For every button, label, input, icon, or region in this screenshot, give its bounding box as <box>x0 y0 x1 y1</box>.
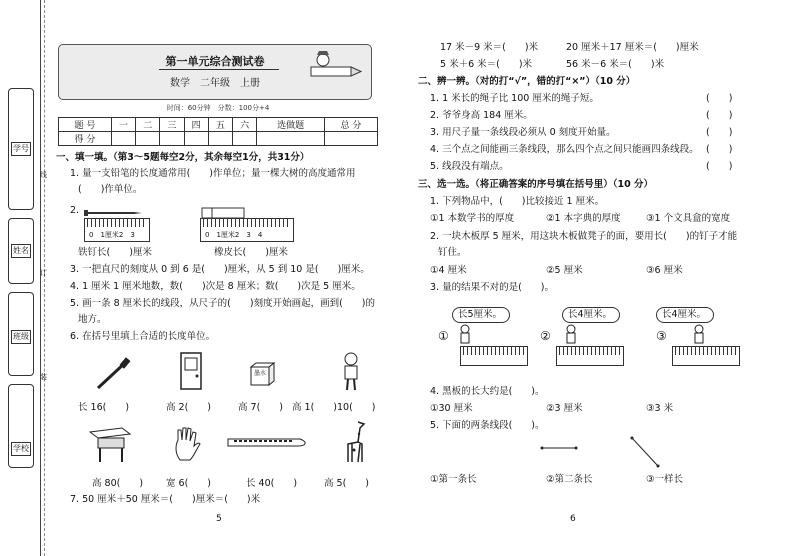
field-school: 学校 <box>11 442 31 456</box>
tf-answer-5[interactable]: ( ) <box>706 161 733 172</box>
tf-item-1: 1. 1 米长的绳子比 100 厘米的绳子短。 <box>430 93 599 104</box>
question-4: 4. 1 厘米 1 厘米地数，数( )次是 8 厘米；数( )次是 5 厘米。 <box>70 281 361 292</box>
child-icon <box>340 352 362 392</box>
score-cell[interactable] <box>208 132 232 146</box>
q6-answer-desk: 高 80( ) <box>92 478 144 489</box>
question-5a: 5. 画一条 8 厘米长的线段，从尺子的( )刻度开始画起，画到( )的 <box>70 298 375 309</box>
choice-2a: 2. 一块木板厚 5 厘米，用这块木板做凳子的面，要用长( )的钉子才能 <box>430 231 738 242</box>
tf-item-5: 5. 线段没有端点。 <box>430 161 509 172</box>
question-5b: 地方。 <box>78 314 107 325</box>
pencil-mascot-icon <box>303 51 363 91</box>
choice-3: 3. 量的结果不对的是( )。 <box>430 282 554 293</box>
table-header-cell: 六 <box>233 118 257 132</box>
choice-2-opt-2[interactable]: ②5 厘米 <box>546 265 583 276</box>
ruler-nail <box>84 218 150 242</box>
choice-4-opt-3[interactable]: ③3 米 <box>646 403 674 414</box>
choice-2-opt-3[interactable]: ③6 厘米 <box>646 265 683 276</box>
mark-bind: 装 <box>40 373 47 381</box>
child-icon <box>458 324 472 344</box>
title-banner <box>58 44 372 100</box>
q6-answer-door: 高 2( ) <box>166 402 211 413</box>
child-icon <box>564 324 578 344</box>
table-header-cell: 二 <box>136 118 160 132</box>
calc-2a: 5 米＋6 米＝( )米 <box>440 59 533 70</box>
binding-strip <box>0 0 46 556</box>
choice-5-opt-1[interactable]: ①第一条长 <box>430 474 477 485</box>
table-header-cell: 五 <box>208 118 232 132</box>
q6-answer-length: 长 16( ) <box>78 402 130 413</box>
bubble-text-2: 长4厘米。 <box>568 309 613 320</box>
bubble-text-1: 长5厘米。 <box>458 309 503 320</box>
choice-1-opt-2[interactable]: ②1 本字典的厚度 <box>546 213 621 224</box>
section-1-heading: 一、填一填。（第3～5题每空2分，其余每空1分，共31分） <box>56 152 310 163</box>
mark-order: 订 <box>40 269 47 277</box>
binding-dash <box>44 0 45 556</box>
hand-icon <box>172 426 202 462</box>
choice-2b: 钉住。 <box>438 247 467 258</box>
score-cell[interactable] <box>184 132 208 146</box>
score-cell[interactable] <box>324 132 377 146</box>
score-row-label: 得 分 <box>59 132 112 146</box>
table-header-cell: 三 <box>160 118 184 132</box>
choice-5-opt-2[interactable]: ②第二条长 <box>546 474 593 485</box>
ruler-ticks <box>203 219 291 227</box>
field-student-id: 学号 <box>11 142 31 156</box>
line-segments-figure <box>540 432 680 472</box>
ruler-numbers: 0 1厘米2 3 <box>89 231 135 239</box>
table-header-cell: 四 <box>184 118 208 132</box>
choice-2-opt-1[interactable]: ①4 厘米 <box>430 265 467 276</box>
calc-2b: 56 米－6 米＝( )米 <box>566 59 665 70</box>
q6-answer-giraffe: 高 5( ) <box>324 478 369 489</box>
table-row <box>59 132 378 146</box>
tf-answer-4[interactable]: ( ) <box>706 144 733 155</box>
score-cell[interactable] <box>136 132 160 146</box>
ruler-numbers: 0 1厘米2 3 4 <box>205 231 263 239</box>
score-cell[interactable] <box>233 132 257 146</box>
choice-3-ruler-1 <box>460 346 528 366</box>
ruler-ticks <box>463 347 525 355</box>
choice-5-opt-3[interactable]: ③一样长 <box>646 474 684 485</box>
tf-item-3: 3. 用尺子量一条线段必须从 0 刻度开始量。 <box>430 127 616 138</box>
child-icon <box>692 324 706 344</box>
bubble-text-3: 长4厘米。 <box>662 309 707 320</box>
tf-item-2: 2. 爷爷身高 184 厘米。 <box>430 110 533 121</box>
score-table <box>58 117 378 146</box>
score-cell[interactable] <box>160 132 184 146</box>
door-icon <box>180 352 204 392</box>
ruler-ticks <box>87 219 147 227</box>
field-class: 班级 <box>11 330 31 344</box>
score-cell[interactable] <box>111 132 135 146</box>
choice-3-label-2: ② <box>540 329 551 343</box>
q6-answer-child: 高 1( )10( ) <box>292 402 376 413</box>
table-header-cell: 总 分 <box>324 118 377 132</box>
question-2a: 铁钉长( )厘米 <box>78 247 152 258</box>
q6-answer-train: 长 40( ) <box>246 478 298 489</box>
tf-item-4: 4. 三个点之间能画三条线段，那么四个点之间只能画四条线段。 <box>430 144 699 155</box>
table-header-cell: 选做题 <box>257 118 325 132</box>
choice-3-ruler-2 <box>556 346 624 366</box>
desk-icon <box>88 424 132 464</box>
page-title: 第一单元综合测试卷 <box>165 55 265 68</box>
question-1b: ( )作单位。 <box>78 184 143 195</box>
ruler-ticks <box>675 347 737 355</box>
question-6: 6. 在括号里填上合适的长度单位。 <box>70 331 216 342</box>
ruler-eraser <box>200 218 294 242</box>
section-3-heading: 三、选一选。（将正确答案的序号填在括号里）（10 分） <box>418 179 654 190</box>
tf-answer-3[interactable]: ( ) <box>706 127 733 138</box>
exam-meta: 时间：60分钟 分数：100分+4 <box>166 104 270 112</box>
page-subtitle: 数学 二年级 上册 <box>170 78 260 89</box>
table-header-cell: 一 <box>111 118 135 132</box>
binding-line <box>40 0 41 556</box>
toothbrush-icon <box>96 358 132 390</box>
tf-answer-1[interactable]: ( ) <box>706 93 733 104</box>
train-icon <box>226 436 310 450</box>
giraffe-icon <box>342 420 368 464</box>
choice-1-opt-3[interactable]: ③1 个文具盒的宽度 <box>646 213 731 224</box>
title-rule <box>159 69 279 70</box>
choice-4-opt-1[interactable]: ①30 厘米 <box>430 403 473 414</box>
question-7: 7. 50 厘米＋50 厘米＝( )厘米＝( )米 <box>70 494 261 505</box>
tf-answer-2[interactable]: ( ) <box>706 110 733 121</box>
question-2b: 橡皮长( )厘米 <box>214 247 288 258</box>
choice-1: 1. 下列物品中，( )比较接近 1 厘米。 <box>430 196 605 207</box>
choice-3-label-3: ③ <box>656 329 667 343</box>
q6-answer-box: 高 7( ) <box>238 402 283 413</box>
q6-answer-hand: 宽 6( ) <box>166 478 211 489</box>
page-number-right: 6 <box>570 514 576 524</box>
calc-1b: 20 厘米＋17 厘米＝( )厘米 <box>566 42 699 53</box>
nail-icon <box>84 208 146 218</box>
choice-5: 5. 下面的两条线段( )。 <box>430 420 545 431</box>
choice-3-ruler-3 <box>672 346 740 366</box>
question-2: 2. <box>70 205 80 216</box>
table-row <box>59 118 378 132</box>
choice-1-opt-1[interactable]: ①1 本数学书的厚度 <box>430 213 515 224</box>
score-cell[interactable] <box>257 132 325 146</box>
calc-1a: 17 米－9 米＝( )米 <box>440 42 539 53</box>
section-2-heading: 二、辨一辨。（对的打“√”，错的打“×”）（10 分） <box>418 76 636 87</box>
question-3: 3. 一把直尺的刻度从 0 到 6 是( )厘米，从 5 到 10 是( )厘米。 <box>70 264 370 275</box>
field-name: 姓名 <box>11 244 31 258</box>
mark-line: 线 <box>40 171 47 179</box>
page-number-left: 5 <box>216 514 222 524</box>
ink-box-label: 墨水 <box>254 370 267 377</box>
choice-3-label-1: ① <box>438 329 449 343</box>
choice-4: 4. 黑板的长大约是( )。 <box>430 386 545 397</box>
table-header-cell: 题 号 <box>59 118 112 132</box>
question-1a: 1. 量一支铅笔的长度通常用( )作单位；量一棵大树的高度通常用 <box>70 168 356 179</box>
ruler-ticks <box>559 347 621 355</box>
choice-4-opt-2[interactable]: ②3 厘米 <box>546 403 583 414</box>
